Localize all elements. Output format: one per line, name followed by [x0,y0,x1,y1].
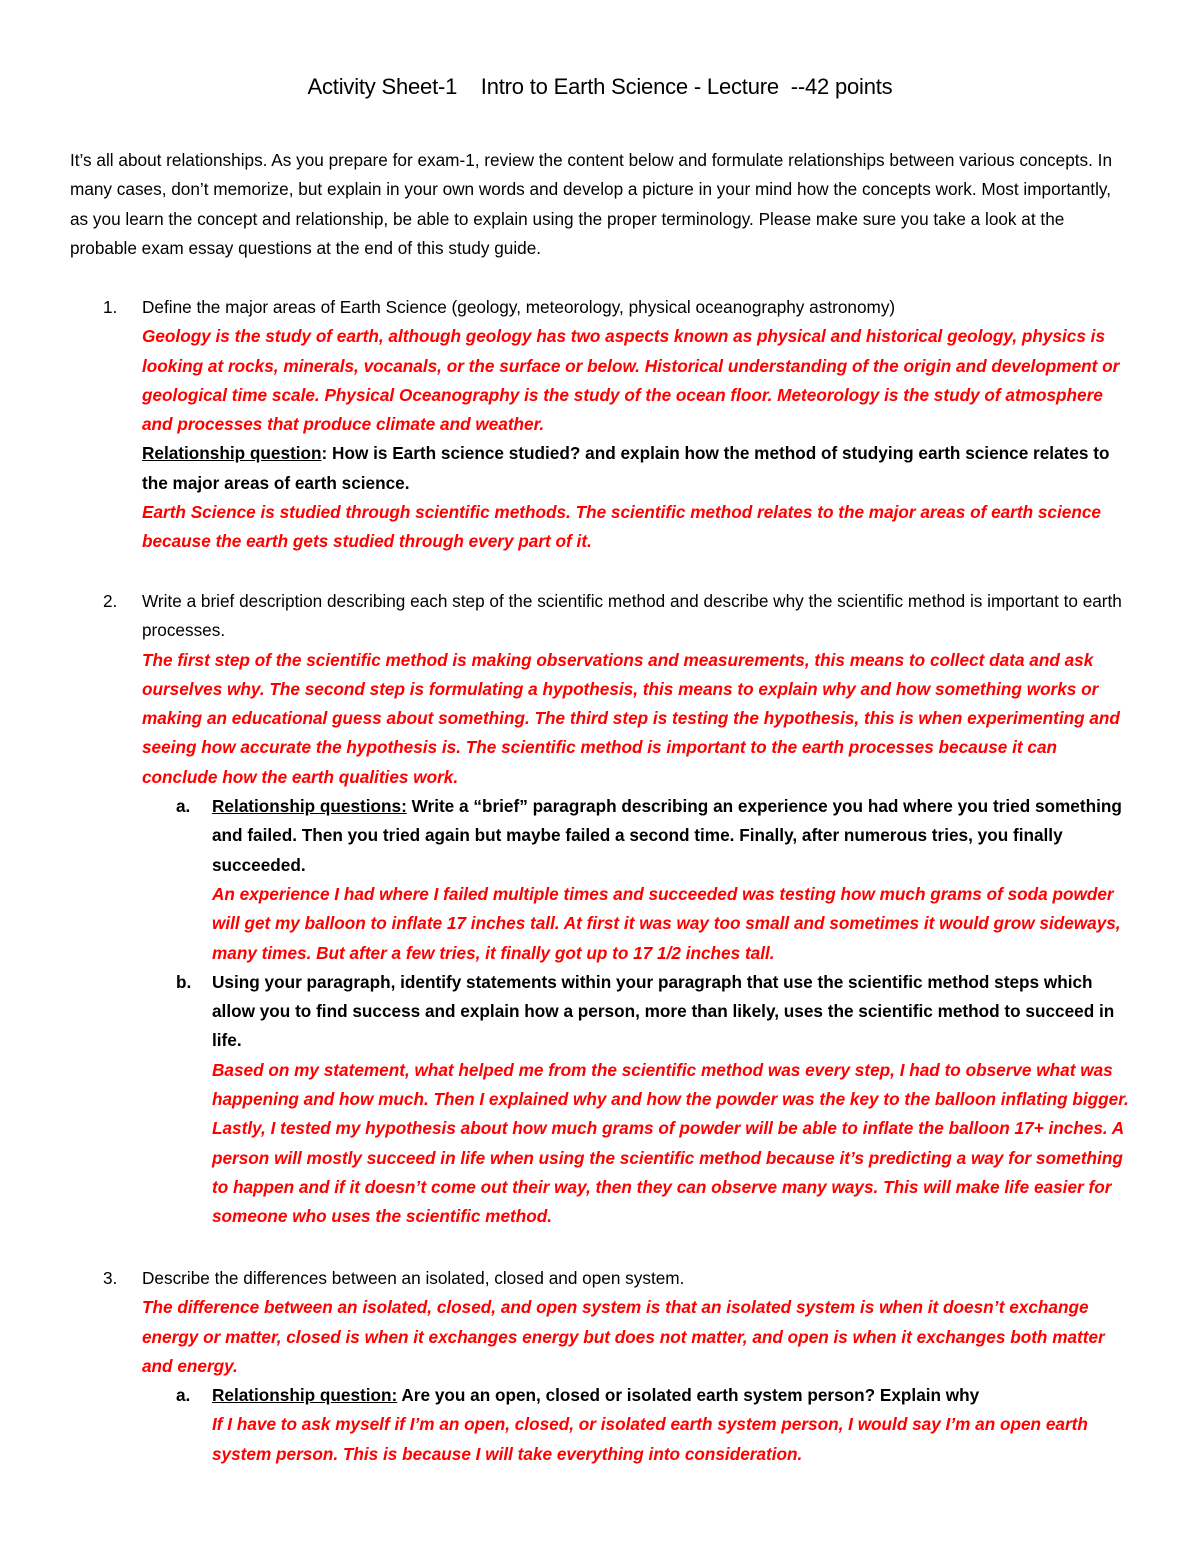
answer-text: Geology is the study of earth, although geology has two aspects known as physical and historical geology, physics is looking at rocks, minerals, vocanals, or the surface or below. Historical understanding of the origin and development or geological time scale. Physical Oceanography is the study of the ocean floor. Meteorology is the study of atmosphere and processes that produce climate and weather. [142,326,1120,435]
relationship-answer: An experience I had where I failed multiple times and succeeded was testing how much grams of soda powder will get my balloon to inflate 17 inches tall. At first it was way too small and sometimes it would grow sideways, many times. But after a few tries, it finally got up to 17 1/2 inches tall. [212,883,1121,963]
sub-question-letter: a. [176,1385,191,1406]
question-text: Define the major areas of Earth Science (geology, meteorology, physical oceanography astronomy) [142,297,896,317]
relationship-answer: Earth Science is studied through scientific methods. The scientific method relates to the major areas of earth science because the earth gets studied through every part of it. [142,502,1101,552]
relationship-text: Are you an open, closed or isolated earth system person? Explain why [397,1385,980,1406]
sub-question-content [212,968,1132,1232]
question-number: 1. [103,297,118,317]
sub-question-a [142,1381,1132,1469]
relationship-text: Write a “brief” paragraph describing an experience you had where you tried something and failed. Then you tried again but maybe failed a second time. Finally, after numerous tries, you finally succeeded. [212,796,1122,875]
relationship-label: Relationship questions: [212,796,407,817]
answer-text: The first step of the scientific method is making observations and measurements, this means to collect data and ask ourselves why. The second step is formulating a hypothesis, this means to explain why and how something works or making an educational guess about something. The third step is testing the hypothesis, this is when experimenting and seeing how accurate the hypothesis is. The scientific method is important to the earth processes because it can conclude how the earth qualities work. [142,649,1120,787]
question-number: 3. [103,1268,118,1288]
page-title: Activity Sheet-1 Intro to Earth Science - Lecture --42 points [307,74,893,99]
question-content [142,1264,1132,1469]
relationship-label: Relationship question [142,443,322,464]
sub-question-b [142,968,1132,1232]
sub-question-content [212,792,1132,968]
question-content [142,587,1132,1232]
relationship-question [212,792,1132,880]
relationship-question [212,1381,1132,1410]
question-text: Describe the differences between an isolated, closed and open system. [142,1268,685,1288]
question-text: Write a brief description describing each step of the scientific method and describe why the scientific method is important to earth processes. [142,591,1122,641]
question-content [142,293,1132,557]
relationship-answer: If I have to ask myself if I’m an open, closed, or isolated earth system person, I would say I’m an open earth system person. This is because I will take everything into consideration. [212,1414,1088,1464]
relationship-question [142,439,1132,498]
sub-question-letter: b. [176,971,192,992]
intro-paragraph: It’s all about relationships. As you prepare for exam-1, review the content below and formulate relationships between various concepts. In many cases, don’t memorize, but explain in your own words and develop a picture in your mind how the concepts work. Most importantly, as you learn the concept and relationship, be able to explain using the proper terminology. Please make sure you take a look at the probable exam essay questions at the end of this study guide. [70,150,1113,258]
sub-question-text: Using your paragraph, identify statements within your paragraph that use the scientific method steps which allow you to find success and explain how a person, more than likely, uses the scientific method to succeed in life. [212,971,1115,1051]
relationship-text: : How is Earth science studied? and explain how the method of studying earth science relates to the major areas of earth science. [142,443,1110,493]
sub-question-letter: a. [176,796,191,817]
sub-question-content [212,1381,1132,1469]
answer-text: The difference between an isolated, closed, and open system is that an isolated system is when it doesn’t exchange energy or matter, closed is when it exchanges energy but does not matter, and open is when it exchanges both matter and energy. [142,1297,1105,1376]
sub-question-answer: Based on my statement, what helped me from the scientific method was every step, I had to observe what was happening and how much. Then I explained why and how the powder was the key to the balloon inflating bigger. Lastly, I tested my hypothesis about how much grams of powder will be able to inflate the balloon 17+ inches. A person will mostly succeed in life when using the scientific method because it’s predicting a way for something to happen and if it doesn’t come out their way, then they can observe many ways. This will make life easier for someone who uses the scientific method. [212,1059,1129,1227]
sub-question-a [142,792,1132,968]
question-number: 2. [103,591,118,611]
relationship-label: Relationship question: [212,1385,398,1406]
